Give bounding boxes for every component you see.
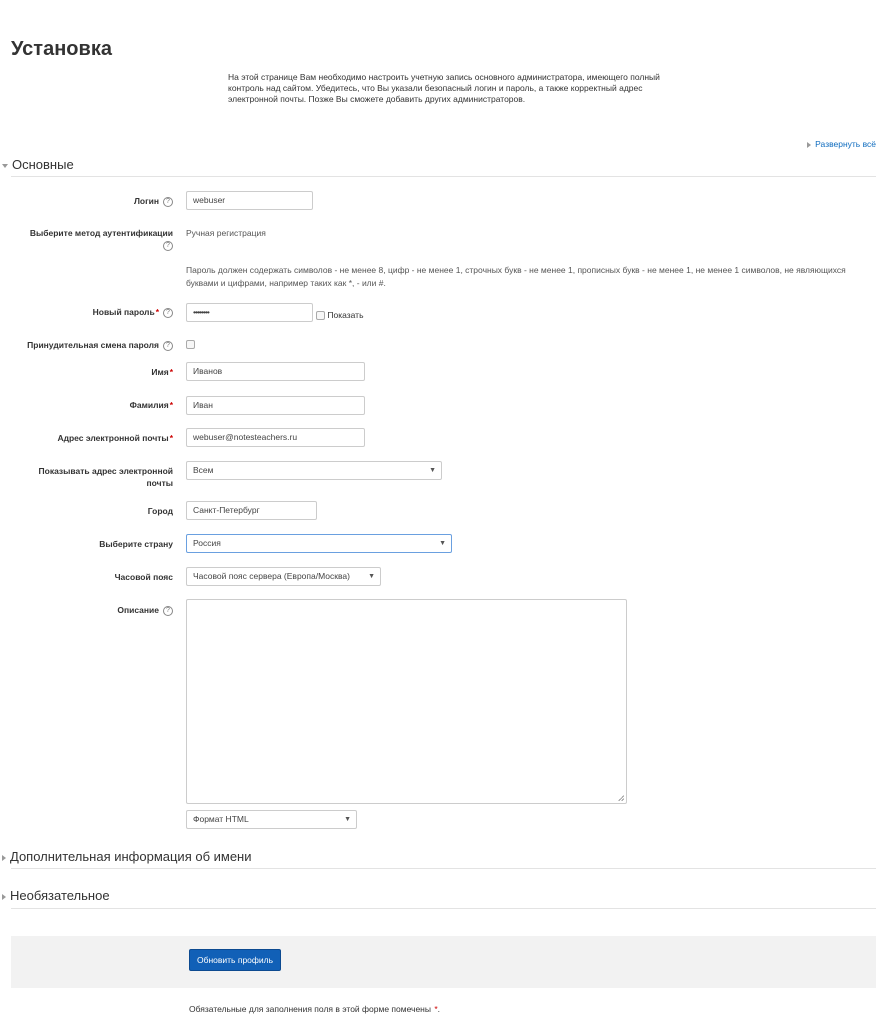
- country-select[interactable]: [186, 534, 452, 553]
- required-mark: *: [434, 1004, 438, 1014]
- help-icon[interactable]: ?: [163, 241, 173, 251]
- section-optional-toggle[interactable]: [2, 888, 110, 903]
- section-name-info-title: Дополнительная информация об имени: [10, 849, 252, 864]
- required-mark: *: [155, 307, 159, 317]
- required-mark: *: [169, 367, 173, 377]
- firstname-label: Имя*: [151, 367, 173, 377]
- new-password-input[interactable]: ••••••••: [186, 303, 313, 322]
- timezone-label: Часовой пояс: [114, 572, 173, 582]
- dropdown-arrow-icon: ▼: [439, 540, 446, 547]
- update-profile-button[interactable]: Обновить профиль: [189, 949, 281, 971]
- section-divider: [11, 176, 876, 177]
- section-name-info-toggle[interactable]: [2, 849, 252, 864]
- intro-text: На этой странице Вам необходимо настроить учетную запись основного администратора, имеющего полный контроль над сайтом. Убедитесь, что Вы указали безопасный логин и пароль, а также корректный адрес электронной почты. Позже Вы сможете добавить других администраторов.: [228, 72, 660, 105]
- dropdown-arrow-icon: ▼: [429, 467, 436, 474]
- email-input[interactable]: webuser@notesteachers.ru: [186, 428, 365, 447]
- chevron-down-icon: [2, 164, 8, 168]
- show-password-label: Показать: [327, 310, 364, 320]
- city-input[interactable]: Санкт-Петербург: [186, 501, 317, 520]
- force-change-label: Принудительная смена пароля ?: [27, 340, 173, 351]
- city-label: Город: [147, 506, 173, 516]
- description-textarea[interactable]: [186, 599, 627, 804]
- lastname-label: Фамилия*: [129, 400, 173, 410]
- email-label: Адрес электронной почты*: [57, 433, 173, 443]
- section-general-title: Основные: [12, 157, 74, 172]
- help-icon[interactable]: ?: [163, 341, 173, 351]
- country-value: Россия: [193, 538, 221, 548]
- lastname-input[interactable]: Иван: [186, 396, 365, 415]
- show-password-toggle[interactable]: [316, 310, 364, 320]
- section-general-toggle[interactable]: [2, 157, 74, 172]
- required-mark: *: [169, 433, 173, 443]
- help-icon[interactable]: ?: [163, 308, 173, 318]
- section-divider: [11, 868, 876, 869]
- login-label: Логин ?: [134, 196, 173, 207]
- force-change-field: [186, 339, 195, 349]
- show-password-checkbox[interactable]: [316, 311, 325, 320]
- expand-all-label: Развернуть всё: [815, 139, 876, 149]
- page-title: Установка: [11, 38, 112, 60]
- login-input[interactable]: webuser: [186, 191, 313, 210]
- email-display-select[interactable]: [186, 461, 442, 480]
- password-rules-text: Пароль должен содержать символов - не менее 8, цифр - не менее 1, строчных букв - не менее 1, прописных букв - не менее 1, не менее 1 символов, не являющихся буквами и цифрами, например таких как *, - или #.: [186, 265, 846, 288]
- chevron-right-icon: [2, 894, 6, 900]
- timezone-value: Часовой пояс сервера (Европа/Москва): [193, 571, 350, 581]
- chevron-right-icon: [807, 142, 811, 148]
- chevron-right-icon: [2, 855, 6, 861]
- firstname-input[interactable]: Иванов: [186, 362, 365, 381]
- force-change-checkbox[interactable]: [186, 340, 195, 349]
- resize-handle-icon[interactable]: [618, 795, 624, 801]
- format-select[interactable]: [186, 810, 357, 829]
- section-divider: [11, 908, 876, 909]
- help-icon[interactable]: ?: [163, 606, 173, 616]
- expand-all-link[interactable]: [807, 139, 876, 149]
- country-label: Выберите страну: [99, 539, 173, 549]
- format-value: Формат HTML: [193, 814, 249, 824]
- required-mark: *: [169, 400, 173, 410]
- dropdown-arrow-icon: ▼: [344, 816, 351, 823]
- help-icon[interactable]: ?: [163, 197, 173, 207]
- timezone-select[interactable]: [186, 567, 381, 586]
- dropdown-arrow-icon: ▼: [368, 573, 375, 580]
- email-display-label: Показывать адрес электронной почты: [38, 466, 173, 488]
- email-display-value: Всем: [193, 465, 214, 475]
- description-label: Описание ?: [117, 605, 173, 616]
- auth-method-value: Ручная регистрация: [186, 228, 266, 238]
- form-actions-bar: [11, 936, 876, 988]
- auth-method-label: Выберите метод аутентификации ?: [29, 228, 173, 249]
- section-optional-title: Необязательное: [10, 888, 110, 903]
- required-fields-note: Обязательные для заполнения поля в этой форме помечены *.: [189, 1004, 441, 1014]
- new-password-label: Новый пароль* ?: [93, 307, 173, 318]
